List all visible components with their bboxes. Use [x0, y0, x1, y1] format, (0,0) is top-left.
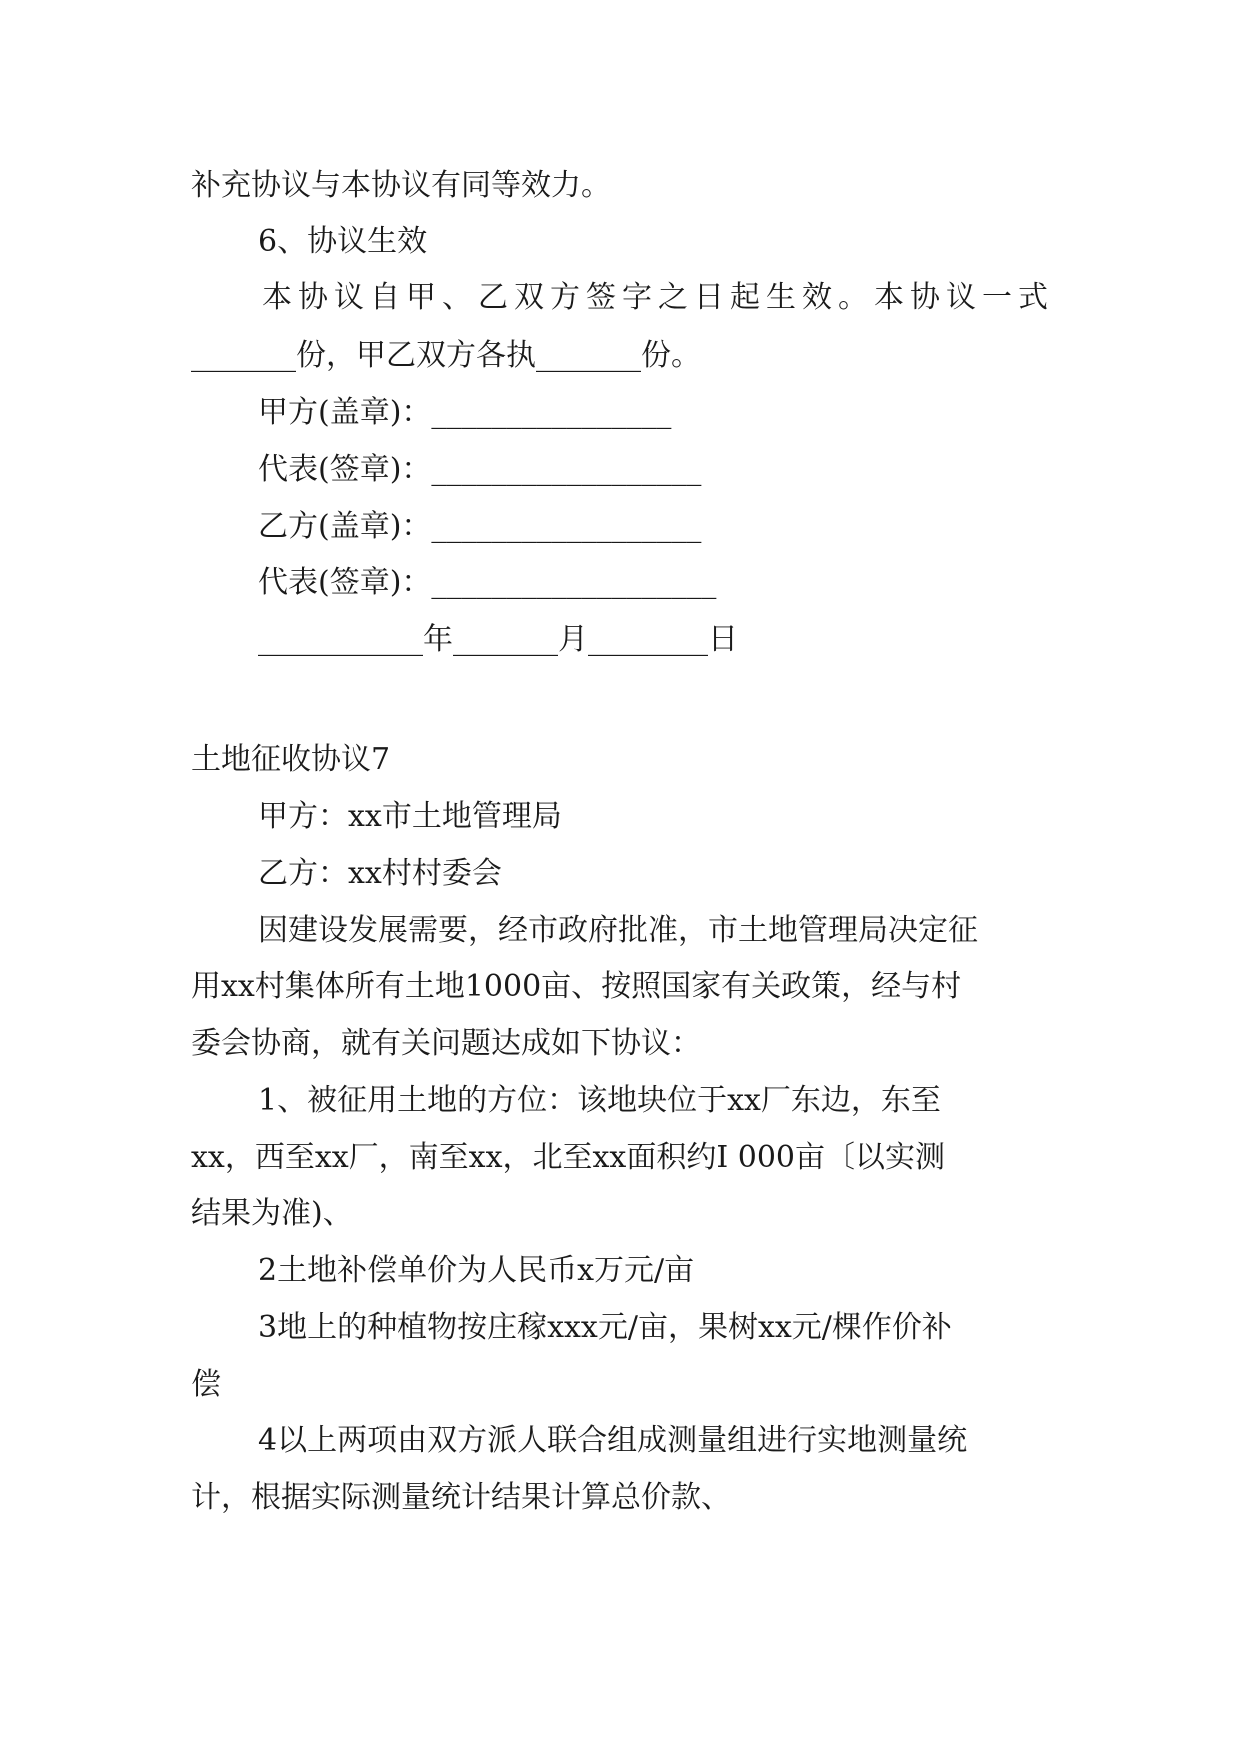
party-b-line: 乙方：xx村村委会	[258, 856, 502, 891]
clause-line: 4以上两项由双方派人联合组成测量组进行实地测量统	[258, 1423, 968, 1458]
section-heading: 6、协议生效	[258, 224, 428, 259]
text-line: 偿	[191, 1367, 221, 1402]
text-line: xx，西至xx厂，南至xx，北至xx面积约I 000亩〔以实测	[191, 1140, 945, 1175]
date-line: ___________年_______月________日	[258, 622, 738, 657]
signature-line: 代表(签章)：__________________	[258, 452, 702, 487]
party-a-line: 甲方：xx市土地管理局	[258, 799, 562, 834]
text-line: 结果为准)、	[191, 1196, 353, 1231]
document-title: 土地征收协议7	[191, 742, 391, 777]
text-line: 因建设发展需要，经市政府批准，市土地管理局决定征	[258, 913, 978, 948]
clause-line: 1、被征用土地的方位：该地块位于xx厂东边，东至	[258, 1083, 941, 1118]
text-line: _______份，甲乙双方各执_______份。	[191, 338, 701, 373]
text-line: 用xx村集体所有土地1000亩、按照国家有关政策，经与村	[191, 969, 962, 1004]
signature-line: 代表(签章)：___________________	[258, 565, 717, 600]
clause-line: 2土地补偿单价为人民币x万元/亩	[258, 1253, 695, 1288]
signature-line: 甲方(盖章)：________________	[258, 395, 672, 430]
text-line: 本协议自甲、乙双方签字之日起生效。本协议一式	[262, 280, 1054, 315]
text-line: 计，根据实际测量统计结果计算总价款、	[191, 1480, 731, 1515]
text-line: 补充协议与本协议有同等效力。	[191, 168, 611, 203]
text-line: 委会协商，就有关问题达成如下协议：	[191, 1026, 701, 1061]
clause-line: 3地上的种植物按庄稼xxx元/亩，果树xx元/棵作价补	[258, 1310, 952, 1345]
signature-line: 乙方(盖章)：__________________	[258, 509, 702, 544]
